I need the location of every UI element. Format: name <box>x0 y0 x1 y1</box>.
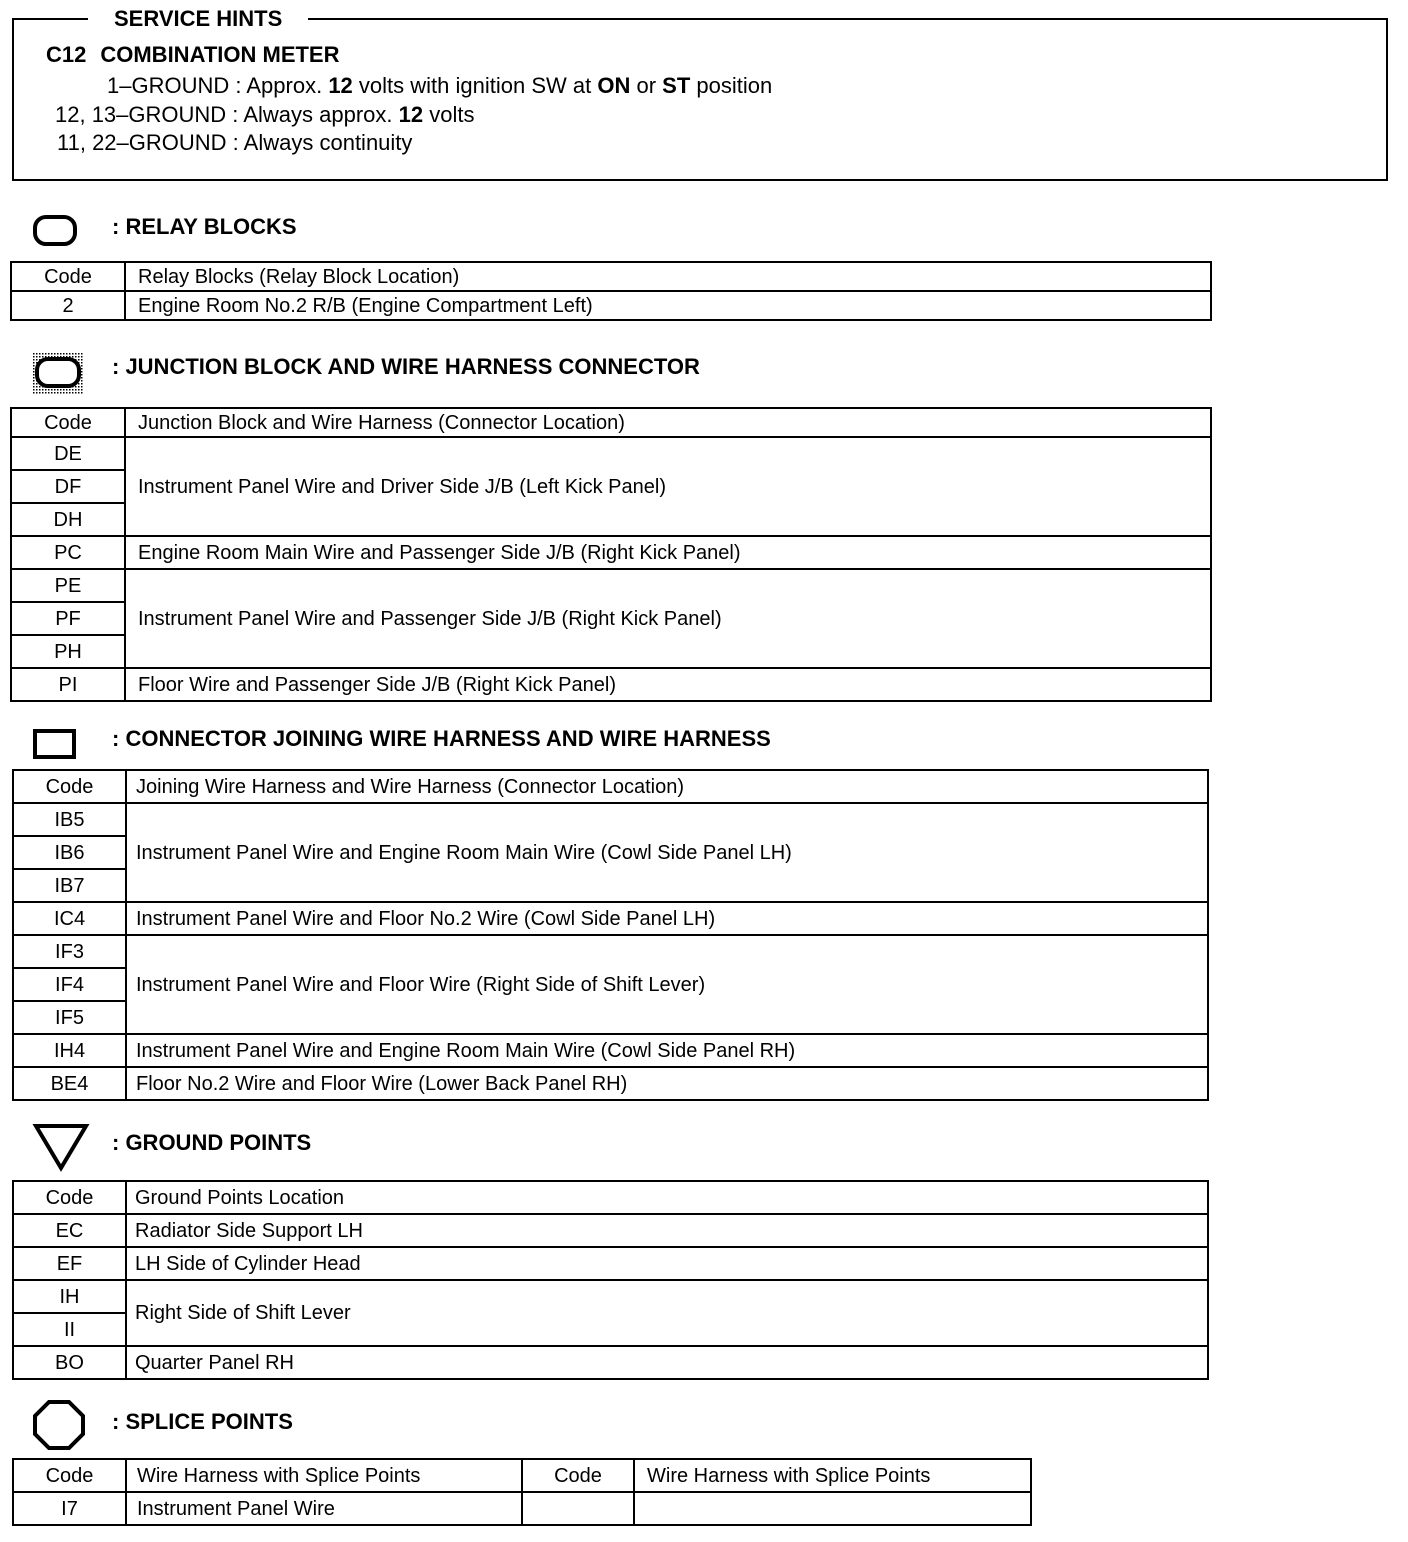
row-desc: Instrument Panel Wire and Floor No.2 Wire (Cowl Side Panel LH) <box>126 902 1208 935</box>
hint-value: 12 <box>398 102 424 127</box>
table-row <box>11 437 1211 470</box>
row-code: EC <box>13 1214 126 1247</box>
row-code: IC4 <box>13 902 126 935</box>
connector-icon <box>32 727 78 761</box>
service-hints-title: SERVICE HINTS <box>88 6 308 32</box>
table-row <box>13 1247 1208 1280</box>
row-code: IB7 <box>13 869 126 902</box>
row-desc: Engine Room Main Wire and Passenger Side J/B (Right Kick Panel) <box>125 536 1211 569</box>
table-header-row <box>13 1459 1031 1492</box>
row-code: IH4 <box>13 1034 126 1067</box>
hint-terminal: 12, 13–GROUND <box>55 102 227 127</box>
relay-blocks-table <box>10 261 1212 321</box>
header-code: Code <box>522 1459 634 1492</box>
hint-text: Always continuity <box>243 130 413 155</box>
row-code: BO <box>13 1346 126 1379</box>
row-code: DE <box>11 437 125 470</box>
component-heading <box>46 42 340 68</box>
row-desc: Radiator Side Support LH <box>126 1214 1208 1247</box>
connectors-heading: : CONNECTOR JOINING WIRE HARNESS AND WIRE HARNESS <box>112 726 771 751</box>
row-code: BE4 <box>13 1067 126 1100</box>
row-desc: Instrument Panel Wire <box>126 1492 522 1525</box>
component-name: COMBINATION METER <box>100 42 340 67</box>
hint-text: Approx. <box>246 73 329 98</box>
ground-points-table <box>12 1180 1209 1380</box>
row-desc <box>634 1492 1031 1525</box>
row-desc: Instrument Panel Wire and Passenger Side J/B (Right Kick Panel) <box>125 569 1211 668</box>
header-code: Code <box>13 1181 126 1214</box>
hint-line: 11, 22–GROUND : Always continuity <box>57 130 413 155</box>
row-code: IH <box>13 1280 126 1313</box>
row-code: PI <box>11 668 125 701</box>
hint-value: ON <box>597 73 631 98</box>
table-row <box>13 1346 1208 1379</box>
table-row <box>13 803 1208 836</box>
relay-block-icon <box>32 212 78 248</box>
row-code: I7 <box>13 1492 126 1525</box>
header-desc: Relay Blocks (Relay Block Location) <box>125 262 1211 291</box>
header-desc: Wire Harness with Splice Points <box>634 1459 1031 1492</box>
header-desc: Joining Wire Harness and Wire Harness (Connector Location) <box>126 770 1208 803</box>
table-row <box>13 935 1208 968</box>
table-row <box>13 1492 1031 1525</box>
hint-value: 12 <box>328 73 353 98</box>
row-code: 2 <box>11 291 125 320</box>
row-code: IB6 <box>13 836 126 869</box>
hint-line: 1–GROUND : Approx. 12 volts with ignition SW at ON or ST position <box>107 73 773 98</box>
hint-terminal: 11, 22–GROUND <box>57 130 227 155</box>
header-code: Code <box>11 408 125 437</box>
ground-point-icon <box>32 1122 90 1174</box>
splice-points-table <box>12 1458 1032 1526</box>
row-code: PH <box>11 635 125 668</box>
ground-points-heading: : GROUND POINTS <box>112 1130 312 1155</box>
row-desc: Floor Wire and Passenger Side J/B (Right Kick Panel) <box>125 668 1211 701</box>
table-row <box>11 569 1211 602</box>
table-row <box>11 291 1211 320</box>
connectors-table <box>12 769 1209 1101</box>
row-code: IF3 <box>13 935 126 968</box>
row-code: DF <box>11 470 125 503</box>
hint-text: Always approx. <box>243 102 399 127</box>
hint-line: 12, 13–GROUND : Always approx. 12 volts <box>55 102 475 127</box>
row-code: II <box>13 1313 126 1346</box>
row-desc: LH Side of Cylinder Head <box>126 1247 1208 1280</box>
header-desc: Wire Harness with Splice Points <box>126 1459 522 1492</box>
row-desc: Instrument Panel Wire and Engine Room Main Wire (Cowl Side Panel RH) <box>126 1034 1208 1067</box>
junction-blocks-table <box>10 407 1212 702</box>
table-row <box>13 902 1208 935</box>
row-code: EF <box>13 1247 126 1280</box>
row-code <box>522 1492 634 1525</box>
row-code: DH <box>11 503 125 536</box>
splice-points-heading: : SPLICE POINTS <box>112 1409 293 1434</box>
row-desc: Right Side of Shift Lever <box>126 1280 1208 1346</box>
row-code: PE <box>11 569 125 602</box>
row-code: IB5 <box>13 803 126 836</box>
row-desc: Instrument Panel Wire and Floor Wire (Right Side of Shift Lever) <box>126 935 1208 1034</box>
row-desc: Quarter Panel RH <box>126 1346 1208 1379</box>
row-desc: Floor No.2 Wire and Floor Wire (Lower Back Panel RH) <box>126 1067 1208 1100</box>
row-desc: Instrument Panel Wire and Driver Side J/B (Left Kick Panel) <box>125 437 1211 536</box>
table-row <box>13 1280 1208 1313</box>
table-row <box>11 668 1211 701</box>
table-row <box>13 1067 1208 1100</box>
table-header-row <box>13 1181 1208 1214</box>
hint-text: volts <box>423 102 475 127</box>
splice-point-icon <box>30 1398 88 1452</box>
junction-blocks-heading: : JUNCTION BLOCK AND WIRE HARNESS CONNECTOR <box>112 354 700 379</box>
header-desc: Ground Points Location <box>126 1181 1208 1214</box>
hint-text: position <box>690 73 773 98</box>
junction-block-icon <box>30 350 86 396</box>
table-row <box>13 1214 1208 1247</box>
relay-blocks-heading: : RELAY BLOCKS <box>112 214 297 239</box>
hint-value: ST <box>662 73 691 98</box>
row-code: IF4 <box>13 968 126 1001</box>
row-desc: Instrument Panel Wire and Engine Room Main Wire (Cowl Side Panel LH) <box>126 803 1208 902</box>
table-header-row <box>13 770 1208 803</box>
component-code: C12 <box>46 42 87 67</box>
hint-terminal: 1–GROUND <box>107 73 230 98</box>
header-desc: Junction Block and Wire Harness (Connector Location) <box>125 408 1211 437</box>
row-code: IF5 <box>13 1001 126 1034</box>
row-code: PC <box>11 536 125 569</box>
header-code: Code <box>13 1459 126 1492</box>
table-header-row <box>11 408 1211 437</box>
table-row <box>11 536 1211 569</box>
row-code: PF <box>11 602 125 635</box>
hint-text: volts with ignition SW at <box>352 73 598 98</box>
service-hints-box <box>12 6 1388 181</box>
header-code: Code <box>13 770 126 803</box>
hint-text: or <box>630 73 663 98</box>
table-header-row <box>11 262 1211 291</box>
table-row <box>13 1034 1208 1067</box>
row-desc: Engine Room No.2 R/B (Engine Compartment Left) <box>125 291 1211 320</box>
header-code: Code <box>11 262 125 291</box>
